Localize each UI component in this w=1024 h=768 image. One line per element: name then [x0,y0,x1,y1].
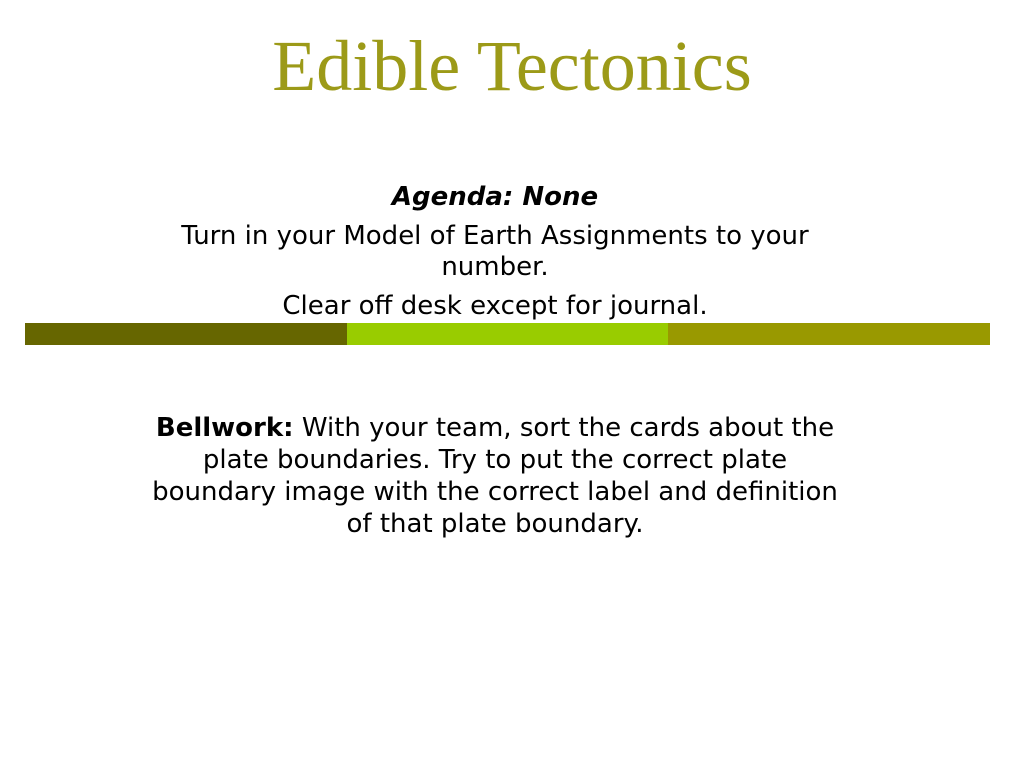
agenda-block [140,182,850,330]
divider-bar [25,323,990,345]
slide-title: Edible Tectonics [272,26,752,106]
divider-segment-dark-olive [25,323,347,345]
agenda-line-clear-desk: Clear off desk except for journal. [282,291,708,321]
agenda-line-turn-in: Turn in your Model of Earth Assignments to your number. [181,221,809,282]
agenda-heading: Agenda: None [391,182,599,212]
bellwork-label: Bellwork: [155,413,294,443]
bellwork-text: With your team, sort the cards about the plate boundaries. Try to put the correct plate boundary image with the correct label and definition of that plate boundary. [152,413,838,539]
divider-segment-lime [347,323,669,345]
divider-segment-olive [668,323,990,345]
bellwork-block [140,412,850,540]
